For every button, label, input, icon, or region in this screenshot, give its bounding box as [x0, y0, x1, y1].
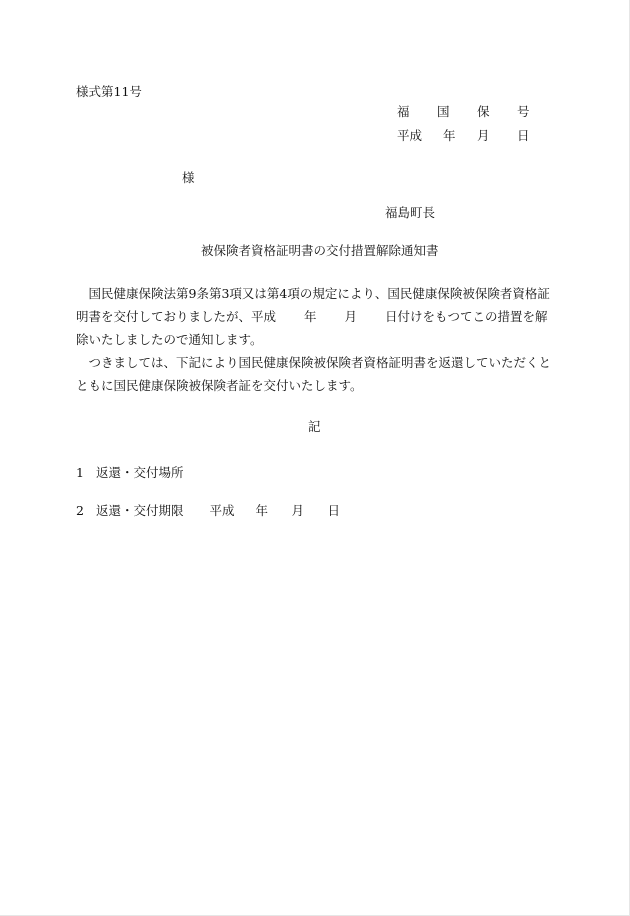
reference-part: 号	[517, 104, 530, 119]
paragraph-2: つきましては、下記により国民健康保険被保険者資格証明書を返還していただくとともに国民健康保険被保険者証を交付いたします。	[76, 355, 552, 393]
paragraph-1: 国民健康保険法第9条第3項又は第4項の規定により、国民健康保険被保険者資格証明書を交付しておりましたが、平成 年 月 日付けをもつてこの措置を解除いたしましたので通知します。	[76, 286, 550, 347]
list-item	[76, 505, 340, 518]
item-label: 返還・交付場所	[96, 465, 184, 480]
date-year: 年	[443, 128, 456, 143]
date-era: 平成	[397, 128, 423, 143]
body-text	[76, 282, 554, 397]
reference-part: 保	[477, 104, 490, 119]
item-number: 1	[76, 465, 84, 480]
form-number: 様式第11号	[76, 84, 142, 99]
addressee: 様	[182, 170, 195, 185]
item-number: 2	[76, 503, 84, 518]
date-month: 月	[477, 128, 490, 143]
document-title: 被保険者資格証明書の交付措置解除通知書	[201, 243, 439, 258]
sender: 福島町長	[385, 205, 436, 220]
deadline-era: 平成	[209, 503, 235, 518]
deadline-month: 月	[291, 503, 305, 518]
reference-number	[397, 106, 537, 119]
deadline-year: 年	[255, 503, 269, 518]
ki-heading: 記	[308, 419, 321, 434]
item-label: 返還・交付期限	[96, 503, 184, 518]
issue-date	[397, 130, 537, 143]
reference-part: 福	[397, 104, 410, 119]
reference-part: 国	[437, 104, 450, 119]
list-item	[76, 467, 184, 480]
date-day: 日	[517, 128, 530, 143]
deadline-day: 日	[327, 503, 341, 518]
